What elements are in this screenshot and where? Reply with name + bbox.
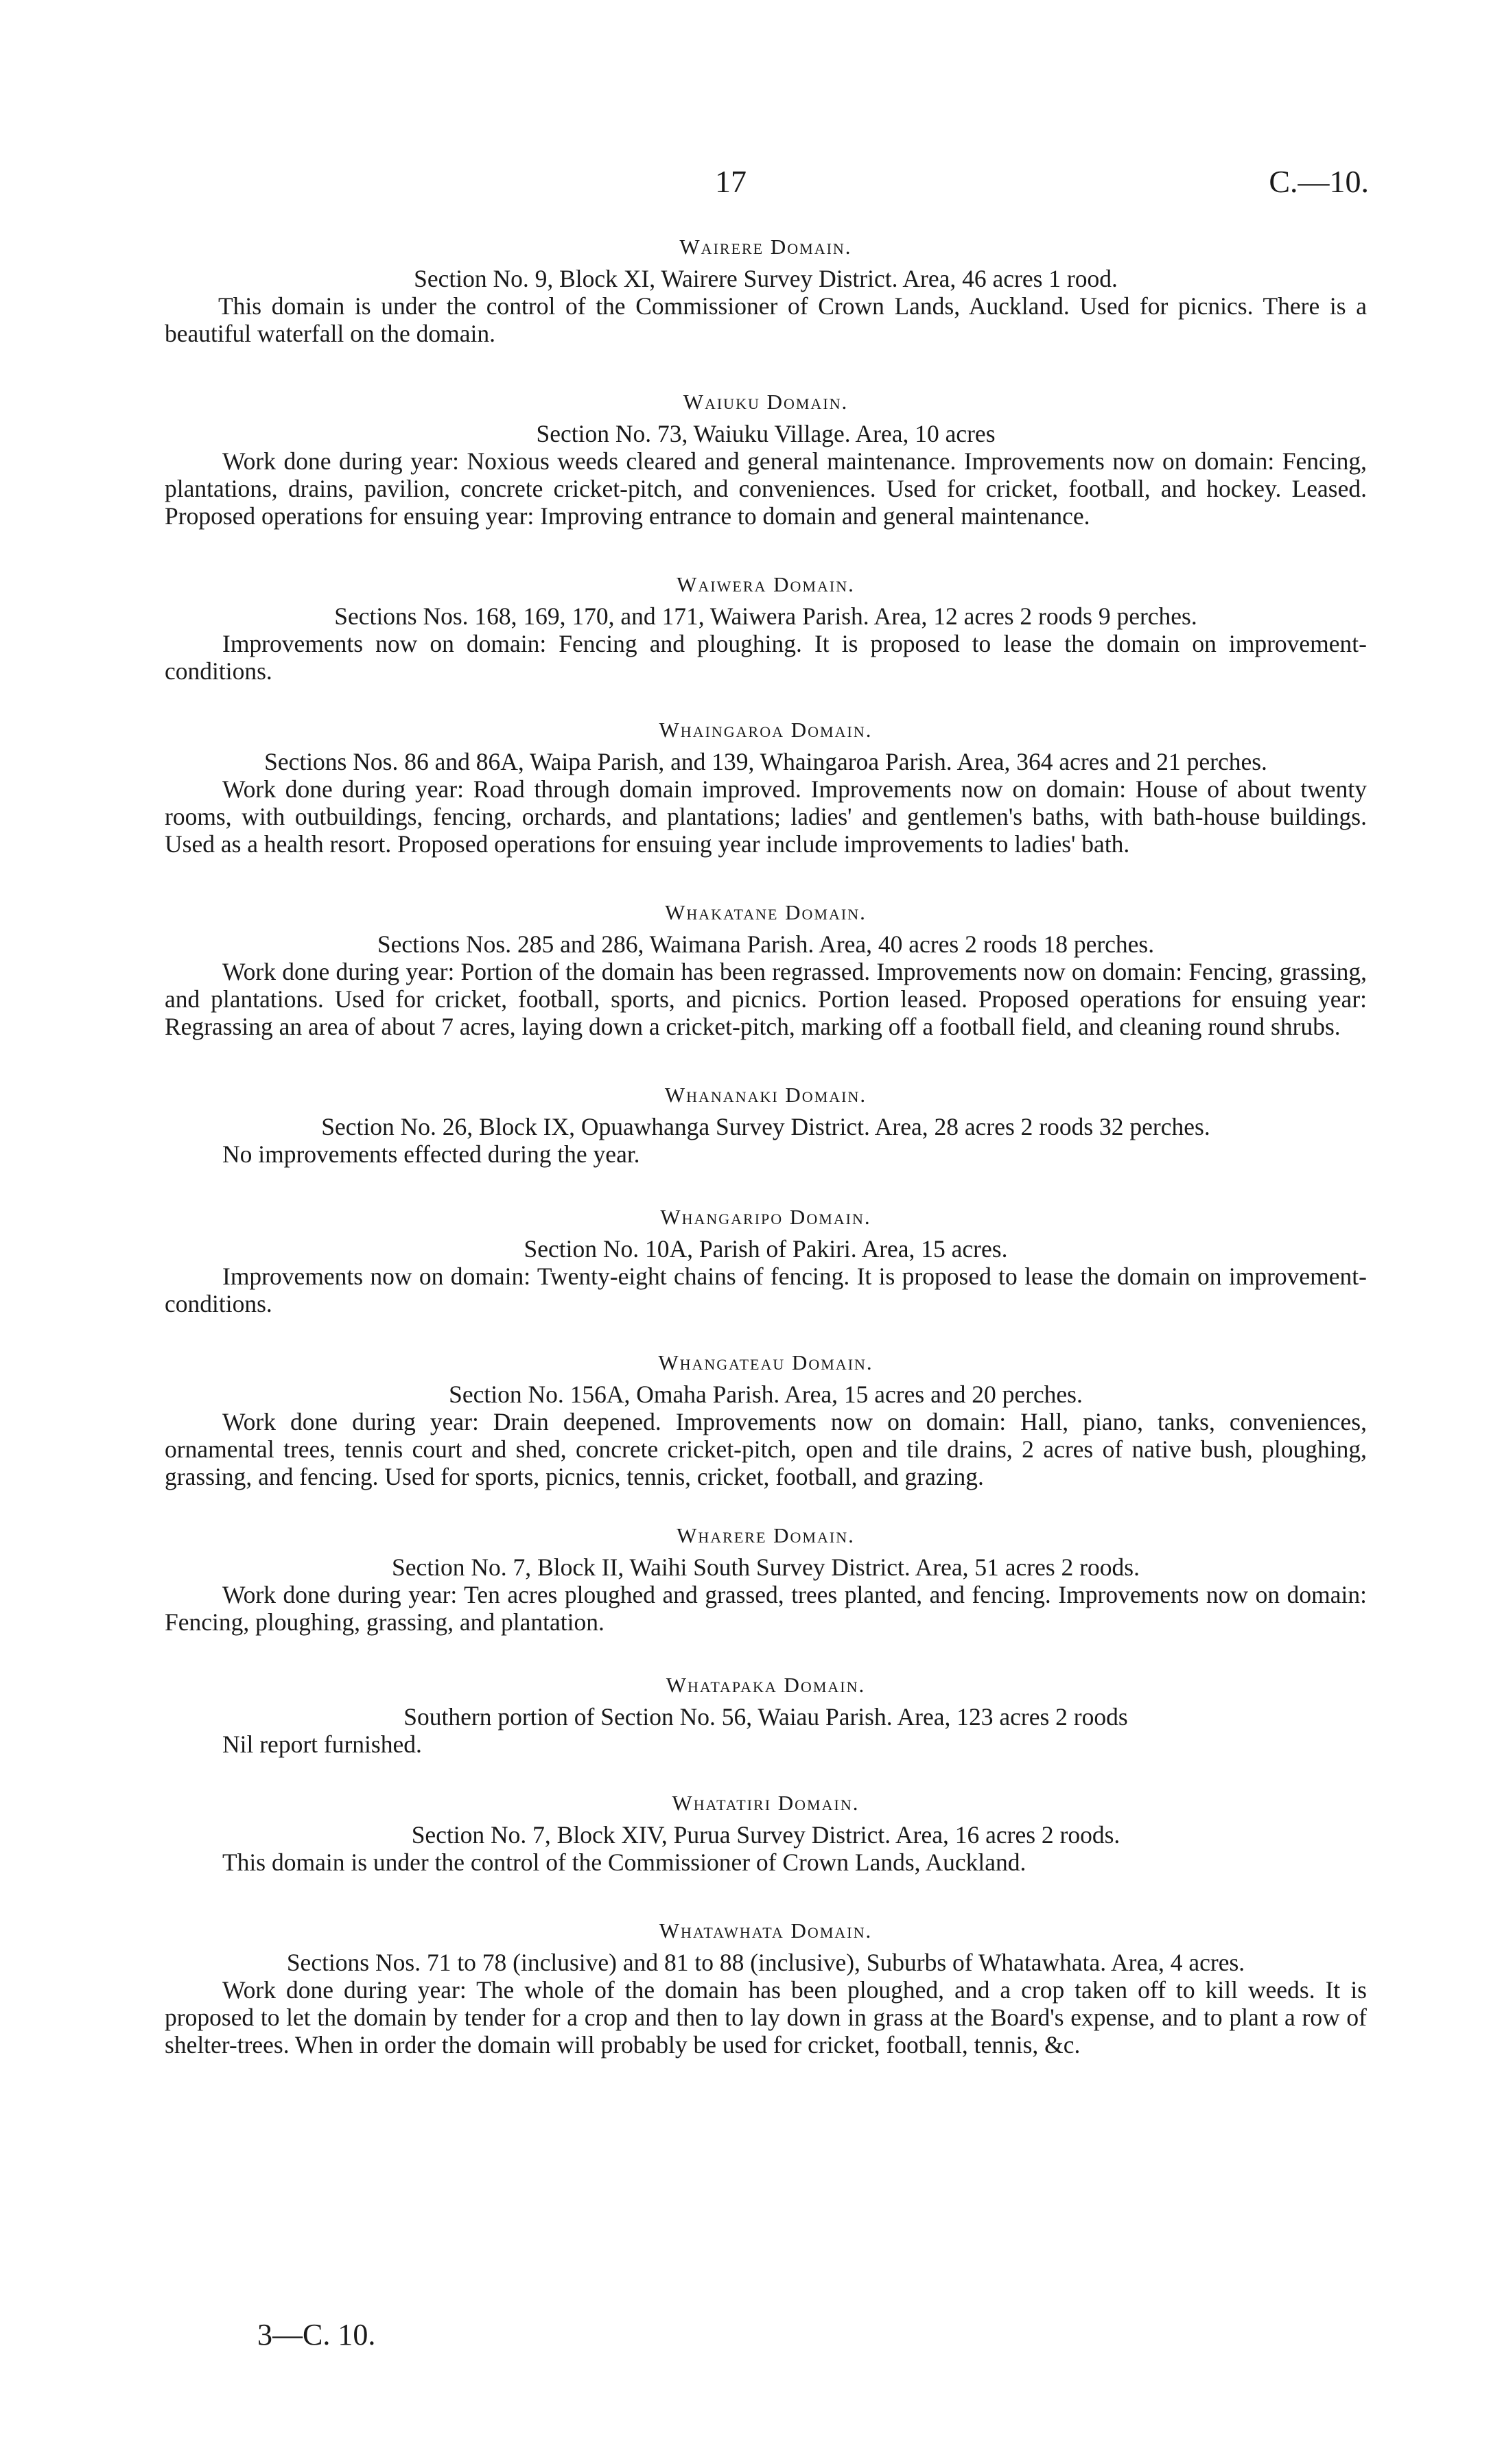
section-paragraph: Work done during year: Portion of the domain has been regrassed. Improvements now on domain: Fencing, grassing, and plantations. Used for cricket, football, sports, and picnics. Portion leased. Proposed operations for ensuing year: Regrassing an area of about 7 acres, laying down a cricket-pitch, marking off a football field, and cleaning round shrubs. [165, 958, 1367, 1040]
section-heading: Whangaripo Domain. [660, 1205, 871, 1229]
section-paragraph: Nil report furnished. [222, 1730, 422, 1758]
document-reference: C.—10. [1269, 164, 1369, 199]
section-heading: Wairere Domain. [679, 235, 852, 259]
section-description: Sections Nos. 86 and 86A, Waipa Parish, and 139, Whaingaroa Parish. Area, 364 acres and 21 perches. [264, 748, 1267, 775]
section-paragraph: Work done during year: The whole of the domain has been ploughed, and a crop taken off to kill weeds. It is proposed to let the domain by tender for a crop and then to lay down in grass at the Board's expense, and to plant a row of shelter-trees. When in order the domain will probably be used for cricket, football, tennis, &c. [165, 1976, 1367, 2058]
section-description: Section No. 10A, Parish of Pakiri. Area, 15 acres. [524, 1235, 1008, 1263]
domain-section-whangaripo [165, 1204, 1367, 1317]
domain-section-whakatane [165, 899, 1367, 1040]
section-paragraph: Work done during year: Road through domain improved. Improvements now on domain: House of about twenty rooms, with outbuildings, fencing, orchards, and plantations; ladies' and gentlemen's baths, with bath-house buildings. Used as a health resort. Proposed operations for ensuing year include improvements to ladies' bath. [165, 775, 1367, 858]
page-number: 17 [715, 164, 747, 199]
domain-section-whatawhata [165, 1917, 1367, 2058]
domain-section-waiuku [165, 388, 1367, 530]
section-paragraph: Work done during year: Drain deepened. Improvements now on domain: Hall, piano, tanks, conveniences, ornamental trees, tennis court and shed, concrete cricket-pitch, open and tile drains, 2 acres of native bush, ploughing, grassing, and fencing. Used for sports, picnics, tennis, cricket, football, and grazing. [165, 1408, 1367, 1490]
domain-section-wharere [165, 1522, 1367, 1636]
section-description: Section No. 26, Block IX, Opuawhanga Survey District. Area, 28 acres 2 roods 32 perches. [321, 1113, 1210, 1140]
section-paragraph: Improvements now on domain: Fencing and ploughing. It is proposed to lease the domain on improvement-conditions. [165, 630, 1367, 685]
section-paragraph: This domain is under the control of the Commissioner of Crown Lands, Auckland. [222, 1849, 1026, 1876]
section-heading: Whaingaroa Domain. [659, 718, 873, 742]
printer-signature: 3—C. 10. [257, 2318, 376, 2351]
section-description: Sections Nos. 285 and 286, Waimana Parish. Area, 40 acres 2 roods 18 perches. [377, 930, 1155, 958]
domain-section-whatapaka [165, 1671, 1367, 1758]
section-paragraph: This domain is under the control of the Commissioner of Crown Lands, Auckland. Used for picnics. There is a beautiful waterfall on the domain. [165, 292, 1367, 347]
section-paragraph: No improvements effected during the year. [222, 1140, 640, 1168]
section-heading: Whangateau Domain. [658, 1350, 873, 1374]
domain-section-waiwera [165, 571, 1367, 685]
section-heading: Whatapaka Domain. [666, 1673, 866, 1697]
section-heading: Whakatane Domain. [665, 900, 867, 924]
section-description: Section No. 73, Waiuku Village. Area, 10 acres [536, 420, 996, 447]
section-heading: Whananaki Domain. [664, 1083, 867, 1107]
section-description: Sections Nos. 71 to 78 (inclusive) and 81 to 88 (inclusive), Suburbs of Whatawhata. Area, 4 acres. [286, 1949, 1245, 1976]
section-heading: Waiuku Domain. [683, 390, 849, 414]
section-description: Section No. 7, Block II, Waihi South Survey District. Area, 51 acres 2 roods. [392, 1553, 1140, 1581]
domain-section-whaingaroa [165, 716, 1367, 858]
section-heading: Waiwera Domain. [677, 572, 855, 596]
domain-section-whangateau [165, 1349, 1367, 1490]
section-paragraph: Work done during year: Noxious weeds cleared and general maintenance. Improvements now on domain: Fencing, plantations, drains, pavilion, concrete cricket-pitch, and conveniences. Used for cricket, football, and hockey. Leased. Proposed operations for ensuing year: Improving entrance to domain and general maintenance. [165, 447, 1367, 530]
domain-section-whatatiri [165, 1790, 1367, 1876]
domain-section-wairere [165, 233, 1367, 347]
section-description: Section No. 156A, Omaha Parish. Area, 15 acres and 20 perches. [449, 1381, 1083, 1408]
page-body [165, 233, 1367, 2058]
domain-section-whananaki [165, 1081, 1367, 1168]
section-heading: Whatatiri Domain. [672, 1791, 860, 1815]
section-description: Sections Nos. 168, 169, 170, and 171, Waiwera Parish. Area, 12 acres 2 roods 9 perches. [334, 602, 1197, 630]
section-paragraph: Work done during year: Ten acres ploughed and grassed, trees planted, and fencing. Improvements now on domain: Fencing, ploughing, grassing, and plantation. [165, 1581, 1367, 1636]
section-description: Section No. 9, Block XI, Wairere Survey District. Area, 46 acres 1 rood. [414, 265, 1118, 292]
section-heading: Whatawhata Domain. [659, 1919, 873, 1943]
section-description: Southern portion of Section No. 56, Waiau Parish. Area, 123 acres 2 roods [403, 1703, 1128, 1730]
section-heading: Wharere Domain. [677, 1523, 855, 1547]
section-paragraph: Improvements now on domain: Twenty-eight chains of fencing. It is proposed to lease the domain on improvement-conditions. [165, 1263, 1367, 1317]
section-description: Section No. 7, Block XIV, Purua Survey District. Area, 16 acres 2 roods. [411, 1821, 1120, 1849]
